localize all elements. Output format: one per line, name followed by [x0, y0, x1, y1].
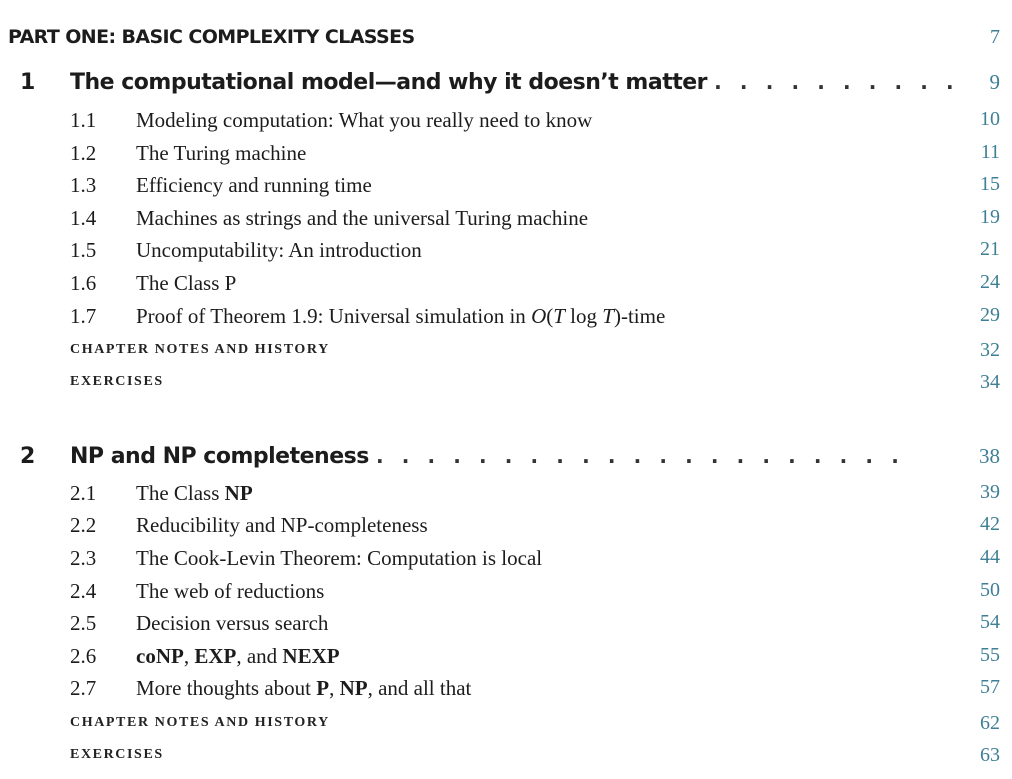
section-number: 1.6 — [70, 271, 97, 295]
section-title: The Turing machine — [136, 141, 307, 165]
dot-leader: . . . . . . . . . . . . . . . . . . . . . — [375, 444, 905, 468]
section-title: Decision versus search — [136, 611, 329, 635]
part-title: PART ONE: BASIC COMPLEXITY CLASSES — [8, 26, 415, 48]
section-entry[interactable] — [70, 676, 1000, 704]
chapter-number: 2 — [20, 444, 35, 469]
chapter-heading[interactable] — [20, 444, 1000, 476]
section-entry[interactable] — [70, 611, 1000, 639]
section-number: 1.7 — [70, 304, 97, 328]
page-number: 7 — [990, 26, 1000, 48]
section-title: More thoughts about P, NP, and all that — [136, 676, 472, 700]
section-number: 2.2 — [70, 513, 97, 537]
page-number: 63 — [980, 744, 1000, 766]
section-entry[interactable] — [70, 206, 1000, 234]
part-heading — [8, 26, 1000, 54]
section-number: 1.2 — [70, 141, 97, 165]
section-number: 2.4 — [70, 579, 97, 603]
section-number: 1.4 — [70, 206, 97, 230]
page-number: 21 — [980, 238, 1000, 260]
page-number: 11 — [980, 141, 1000, 163]
page-number: 29 — [980, 304, 1000, 326]
page-number: 62 — [980, 712, 1000, 734]
section-title: Proof of Theorem 1.9: Universal simulation in O(T log T)-time — [136, 304, 666, 328]
page-number: 32 — [980, 339, 1000, 361]
page-number: 57 — [980, 676, 1000, 698]
chapter-notes-label: CHAPTER NOTES AND HISTORY — [70, 715, 330, 730]
section-entry[interactable] — [70, 238, 1000, 266]
section-number: 1.3 — [70, 173, 97, 197]
section-title: Modeling computation: What you really need to know — [136, 108, 593, 132]
page-number: 39 — [980, 481, 1000, 503]
section-entry[interactable] — [70, 304, 1000, 332]
section-entry[interactable] — [70, 644, 1000, 672]
page-number: 42 — [980, 513, 1000, 535]
section-title: The Cook-Levin Theorem: Computation is local — [136, 546, 543, 570]
section-number: 1.5 — [70, 238, 97, 262]
section-title: coNP, EXP, and NEXP — [136, 644, 340, 668]
chapter-notes-entry[interactable] — [70, 712, 1000, 736]
page-number: 54 — [980, 611, 1000, 633]
page-number: 34 — [980, 371, 1000, 393]
section-title: Machines as strings and the universal Turing machine — [136, 206, 589, 230]
section-entry[interactable] — [70, 271, 1000, 299]
chapter-heading[interactable] — [20, 70, 1000, 102]
section-entry[interactable] — [70, 481, 1000, 509]
section-title: Efficiency and running time — [136, 173, 372, 197]
section-entry[interactable] — [70, 513, 1000, 541]
section-title: The Class P — [136, 271, 237, 295]
section-number: 2.3 — [70, 546, 97, 570]
section-title: The web of reductions — [136, 579, 325, 603]
exercises-entry[interactable] — [70, 371, 1000, 395]
page-number: 19 — [980, 206, 1000, 228]
exercises-label: EXERCISES — [70, 374, 164, 389]
page-number: 10 — [980, 108, 1000, 130]
chapter-notes-label: CHAPTER NOTES AND HISTORY — [70, 342, 330, 357]
section-number: 1.1 — [70, 108, 97, 132]
section-number: 2.7 — [70, 676, 97, 700]
section-title: Uncomputability: An introduction — [136, 238, 422, 262]
page-number: 9 — [989, 70, 1000, 94]
section-number: 2.1 — [70, 481, 97, 505]
dot-leader: . . . . . . . . . . — [714, 70, 960, 94]
chapter-title: The computational model—and why it doesn’t matter . . . . . . . . . . — [70, 70, 960, 95]
section-title: Reducibility and NP-completeness — [136, 513, 428, 537]
section-entry[interactable] — [70, 141, 1000, 169]
section-number: 2.5 — [70, 611, 97, 635]
page-number: 50 — [980, 579, 1000, 601]
section-title: The Class NP — [136, 481, 253, 505]
page-number: 24 — [980, 271, 1000, 293]
page-number: 44 — [980, 546, 1000, 568]
section-entry[interactable] — [70, 173, 1000, 201]
exercises-entry[interactable] — [70, 744, 1000, 768]
section-entry[interactable] — [70, 546, 1000, 574]
chapter-number: 1 — [20, 70, 35, 95]
chapter-notes-entry[interactable] — [70, 339, 1000, 363]
section-entry[interactable] — [70, 108, 1000, 136]
section-number: 2.6 — [70, 644, 97, 668]
exercises-label: EXERCISES — [70, 747, 164, 762]
page-number: 15 — [980, 173, 1000, 195]
section-entry[interactable] — [70, 579, 1000, 607]
page-number: 55 — [980, 644, 1000, 666]
page-number: 38 — [979, 444, 1000, 468]
chapter-title: NP and NP completeness . . . . . . . . . . . . . . . . . . . . . — [70, 444, 905, 469]
